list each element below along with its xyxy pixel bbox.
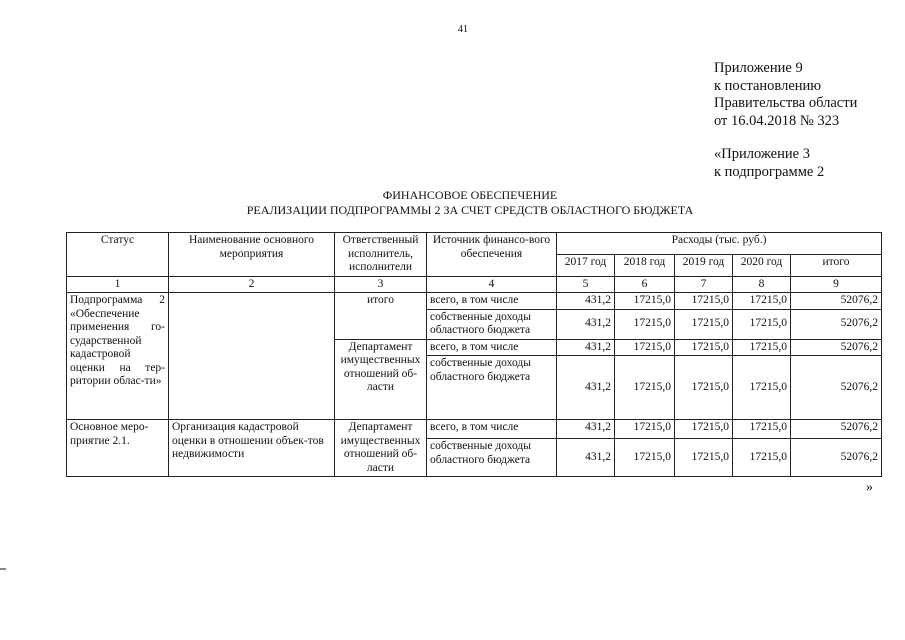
appendix-block [714,60,857,181]
measure-cell: Организация кадастровой оценки в отношении объек-тов недвижимости [169,420,335,477]
appendix-line: Приложение 9 [714,60,803,76]
executor-cell: итого [335,293,427,340]
value-2017: 431,2 [557,356,615,420]
status-cell-measure: Основное меро-приятие 2.1. [67,420,169,477]
value-2017: 431,2 [557,439,615,477]
scan-mark [0,568,6,570]
value-2018: 17215,0 [615,339,675,356]
header-total: итого [791,254,882,276]
header-executor: Ответственный исполнитель, исполнители [335,233,427,277]
appendix-line: от 16.04.2018 № 323 [714,112,840,129]
financing-table [66,232,882,477]
header-source: Источник финансо-вого обеспечения [427,233,557,277]
status-cell-subprogram: Подпрограмма 2 «Обеспечение применения го-сударственной кадастровой оценки на тер-ритории облас-ти» [67,293,169,420]
header-measure: Наименование основного мероприятия [169,233,335,277]
value-2017: 431,2 [557,339,615,356]
source-cell: собственные доходы областного бюджета [427,356,557,420]
column-number: 6 [615,276,675,293]
closing-quote: » [866,480,873,495]
value-total: 52076,2 [791,420,882,439]
value-2019: 17215,0 [675,309,733,339]
value-2020: 17215,0 [733,309,791,339]
document-title [60,188,880,218]
value-2018: 17215,0 [615,420,675,439]
column-number: 8 [733,276,791,293]
header-year-2017: 2017 год [557,254,615,276]
value-total: 52076,2 [791,339,882,356]
executor-cell: Департамент имущественных отношений об-ласти [335,339,427,420]
value-2019: 17215,0 [675,420,733,439]
page-number: 41 [458,24,468,35]
column-number: 1 [67,276,169,293]
header-row [67,233,882,255]
appendix-quote-line: «Приложение 3 [714,146,810,162]
value-2018: 17215,0 [615,293,675,310]
value-2020: 17215,0 [733,420,791,439]
header-year-2019: 2019 год [675,254,733,276]
source-cell: всего, в том числе [427,420,557,439]
executor-cell: Департамент имущественных отношений об-ласти [335,420,427,477]
source-cell: всего, в том числе [427,293,557,310]
column-number: 4 [427,276,557,293]
appendix-line: Правительства области [714,95,858,111]
value-2020: 17215,0 [733,356,791,420]
column-number: 2 [169,276,335,293]
header-year-2018: 2018 год [615,254,675,276]
value-2019: 17215,0 [675,293,733,310]
source-cell: всего, в том числе [427,339,557,356]
column-number: 5 [557,276,615,293]
appendix-quote-line: к подпрограмме 2 [714,163,825,180]
value-2020: 17215,0 [733,439,791,477]
value-2018: 17215,0 [615,356,675,420]
value-total: 52076,2 [791,293,882,310]
header-year-2020: 2020 год [733,254,791,276]
value-2018: 17215,0 [615,439,675,477]
table-row [67,420,882,439]
value-2020: 17215,0 [733,293,791,310]
title-line-2: РЕАЛИЗАЦИИ ПОДПРОГРАММЫ 2 ЗА СЧЕТ СРЕДСТВ ОБЛАСТНОГО БЮДЖЕТА [246,203,694,217]
value-2017: 431,2 [557,293,615,310]
header-status: Статус [67,233,169,277]
appendix-line: к постановлению [714,77,822,94]
column-number: 9 [791,276,882,293]
source-cell: собственные доходы областного бюджета [427,309,557,339]
value-2017: 431,2 [557,420,615,439]
source-cell: собственные доходы областного бюджета [427,439,557,477]
value-2020: 17215,0 [733,339,791,356]
table-row [67,293,882,310]
title-line-1: ФИНАНСОВОЕ ОБЕСПЕЧЕНИЕ [382,188,558,202]
value-2017: 431,2 [557,309,615,339]
measure-cell-empty [169,293,335,420]
value-2019: 17215,0 [675,339,733,356]
column-number-row [67,276,882,293]
value-total: 52076,2 [791,356,882,420]
value-2019: 17215,0 [675,439,733,477]
value-total: 52076,2 [791,309,882,339]
value-2019: 17215,0 [675,356,733,420]
column-number: 7 [675,276,733,293]
value-2018: 17215,0 [615,309,675,339]
header-expenses: Расходы (тыс. руб.) [557,233,882,255]
value-total: 52076,2 [791,439,882,477]
column-number: 3 [335,276,427,293]
